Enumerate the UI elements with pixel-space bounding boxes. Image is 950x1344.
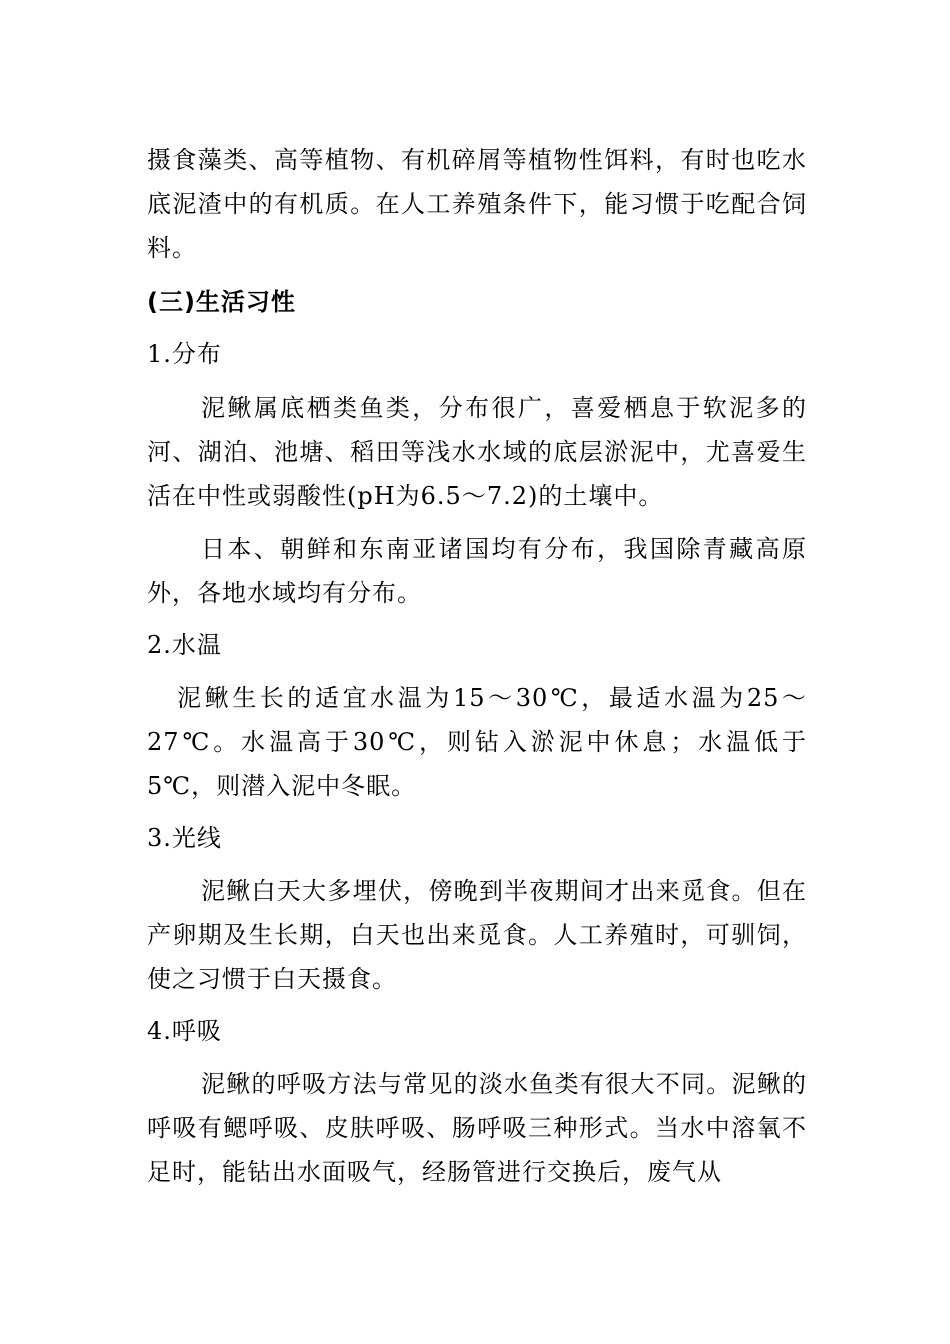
paragraph-distribution-2: 日本、朝鲜和东南亚诸国均有分布，我国除青藏高原外，各地水域均有分布。 xyxy=(147,535,807,607)
paragraph-distribution-1: 泥鳅属底栖类鱼类，分布很广，喜爱栖息于软泥多的河、湖泊、池塘、稻田等浅水水域的底层淤泥中，尤喜爱生活在中性或弱酸性(pH为6.5～7.2)的土壤中。 xyxy=(147,394,807,510)
paragraph-intro: 摄食藻类、高等植物、有机碎屑等植物性饵料，有时也吃水底泥渣中的有机质。在人工养殖条件下，能习惯于吃配合饲料。 xyxy=(147,146,807,262)
section-heading-living-habits: (三)生活习性 xyxy=(147,288,296,316)
paragraph-respiration: 泥鳅的呼吸方法与常见的淡水鱼类有很大不同。泥鳅的呼吸有鳃呼吸、皮肤呼吸、肠呼吸三种形式。当水中溶氧不足时，能钻出水面吸气，经肠管进行交换后，废气从 xyxy=(147,1070,807,1186)
paragraph-water-temperature: 泥鳅生长的适宜水温为15～30℃，最适水温为25～27℃。水温高于30℃，则钻入淤泥中休息；水温低于5℃，则潜入泥中冬眠。 xyxy=(147,684,807,800)
paragraph-light: 泥鳅白天大多埋伏，傍晚到半夜期间才出来觅食。但在产卵期及生长期，白天也出来觅食。人工养殖时，可驯饲，使之习惯于白天摄食。 xyxy=(147,877,807,993)
subheading-light: 3.光线 xyxy=(147,824,222,852)
subheading-distribution: 1.分布 xyxy=(147,340,222,368)
subheading-respiration: 4.呼吸 xyxy=(147,1017,222,1045)
subheading-water-temperature: 2.水温 xyxy=(147,631,222,659)
